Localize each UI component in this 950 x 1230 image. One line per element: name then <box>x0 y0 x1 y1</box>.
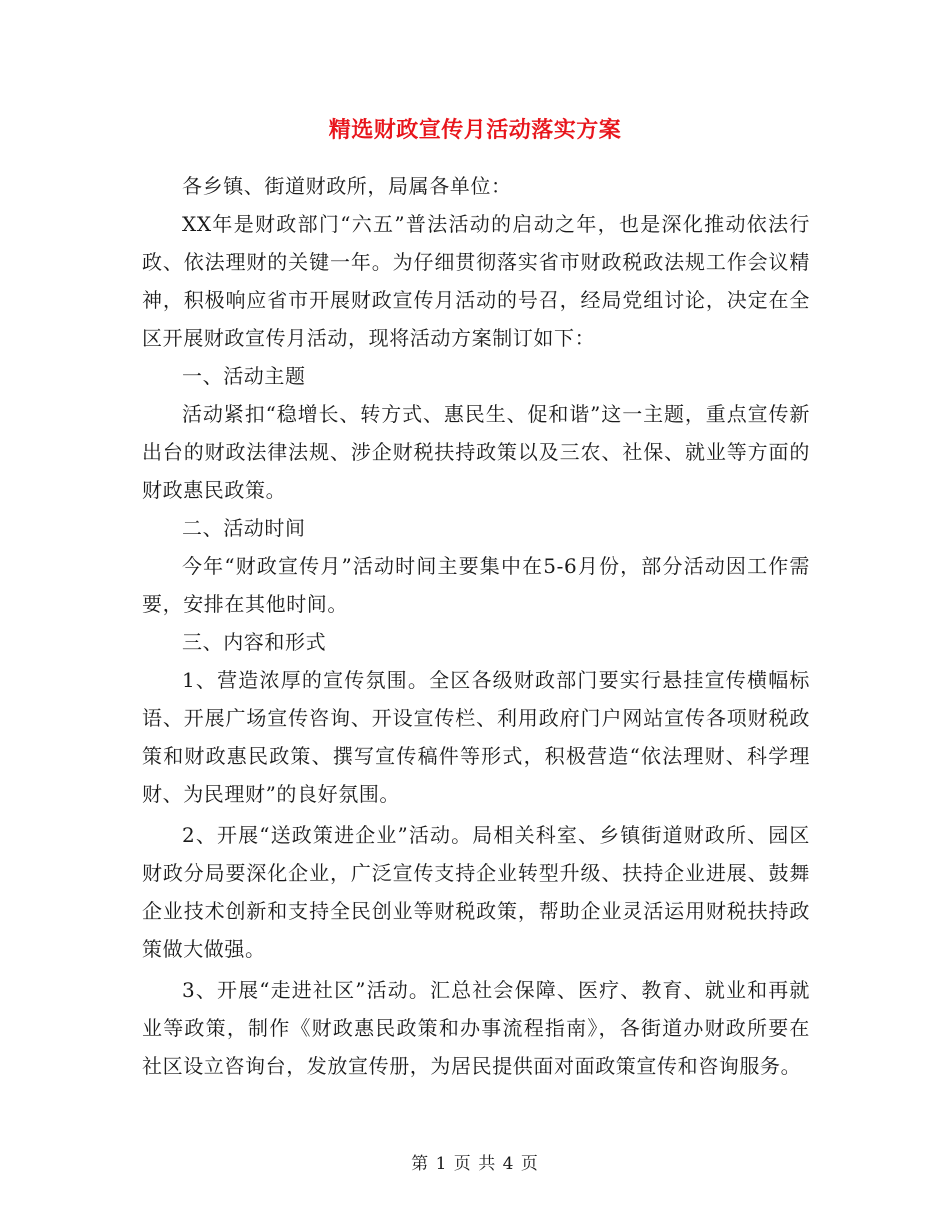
document-title: 精选财政宣传月活动落实方案 <box>328 117 622 143</box>
content-item-3: 3、开展“走进社区”活动。汇总社会保障、医疗、教育、就业和再就业等政策，制作《财政惠民政策和办事流程指南》，各街道办财政所要在社区设立咨询台，发放宣传册，为居民提供面对面政策宣传和咨询服务。 <box>142 978 810 1078</box>
page-footer: 第 1 页 共 4 页 <box>411 1154 539 1174</box>
content-item-1: 1、营造浓厚的宣传氛围。全区各级财政部门要实行悬挂宣传横幅标语、开展广场宣传咨询、开设宣传栏、利用政府门户网站宣传各项财税政策和财政惠民政策、撰写宣传稿件等形式，积极营造“依法理财、科学理财、为民理财”的良好氛围。 <box>142 668 810 806</box>
content-item-2: 2、开展“送政策进企业”活动。局相关科室、乡镇街道财政所、园区财政分局要深化企业，广泛宣传支持企业转型升级、扶持企业进展、鼓舞企业技术创新和支持全民创业等财税政策，帮助企业灵活运用财税扶持政策做大做强。 <box>142 823 810 961</box>
salutation-paragraph: 各乡镇、街道财政所，局属各单位： <box>182 174 512 198</box>
section-heading-theme: 一、活动主题 <box>182 364 306 388</box>
document-body <box>142 167 810 1085</box>
section-heading-time: 二、活动时间 <box>182 516 306 540</box>
section-heading-content: 三、内容和形式 <box>182 630 327 654</box>
theme-paragraph: 活动紧扣“稳增长、转方式、惠民生、促和谐”这一主题，重点宣传新出台的财政法律法规、涉企财税扶持政策以及三农、社保、就业等方面的财政惠民政策。 <box>142 402 810 502</box>
time-paragraph: 今年“财政宣传月”活动时间主要集中在5-6月份，部分活动因工作需要，安排在其他时间。 <box>142 554 810 616</box>
intro-paragraph: XX年是财政部门“六五”普法活动的启动之年，也是深化推动依法行政、依法理财的关键一年。为仔细贯彻落实省市财政税政法规工作会议精神，积极响应省市开展财政宣传月活动的号召，经局党组讨论，决定在全区开展财政宣传月活动，现将活动方案制订如下： <box>142 212 810 350</box>
